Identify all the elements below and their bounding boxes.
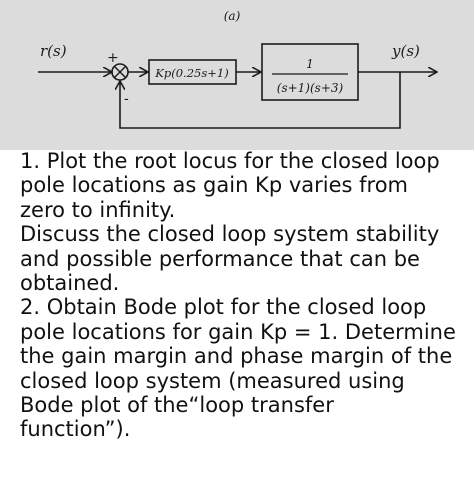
- question-line: pole locations as gain Kp varies from: [20, 173, 408, 198]
- question-line: 2. Obtain Bode plot for the closed loop: [20, 295, 427, 320]
- question-line: Discuss the closed loop system stability: [20, 222, 440, 247]
- question-line: zero to infinity.: [20, 197, 176, 222]
- summing-minus-sign: -: [124, 91, 129, 107]
- plant-numerator: 1: [306, 57, 314, 71]
- summing-plus-sign: +: [107, 50, 119, 66]
- question-line: 1. Plot the root locus for the closed loop: [20, 149, 440, 173]
- question-line: obtained.: [20, 271, 120, 296]
- question-line: closed loop system (measured using: [20, 368, 405, 393]
- question-line: Bode plot of the“loop transfer: [20, 393, 334, 418]
- summing-junction: [112, 64, 128, 80]
- output-label: y(s): [392, 42, 420, 60]
- input-label: r(s): [40, 42, 67, 60]
- question-line: function”).: [20, 417, 131, 442]
- controller-label: Kp(0.25s+1): [155, 66, 229, 80]
- question-line: the gain margin and phase margin of the: [20, 344, 453, 369]
- plant-denominator: (s+1)(s+3): [276, 81, 344, 95]
- block-diagram-panel: [0, 0, 474, 150]
- block-diagram: [0, 0, 474, 150]
- part-label: (a): [223, 9, 241, 23]
- question-line: and possible performance that can be: [20, 246, 420, 271]
- question-text: [20, 149, 470, 442]
- question-line: pole locations for gain Kp = 1. Determine: [20, 319, 456, 344]
